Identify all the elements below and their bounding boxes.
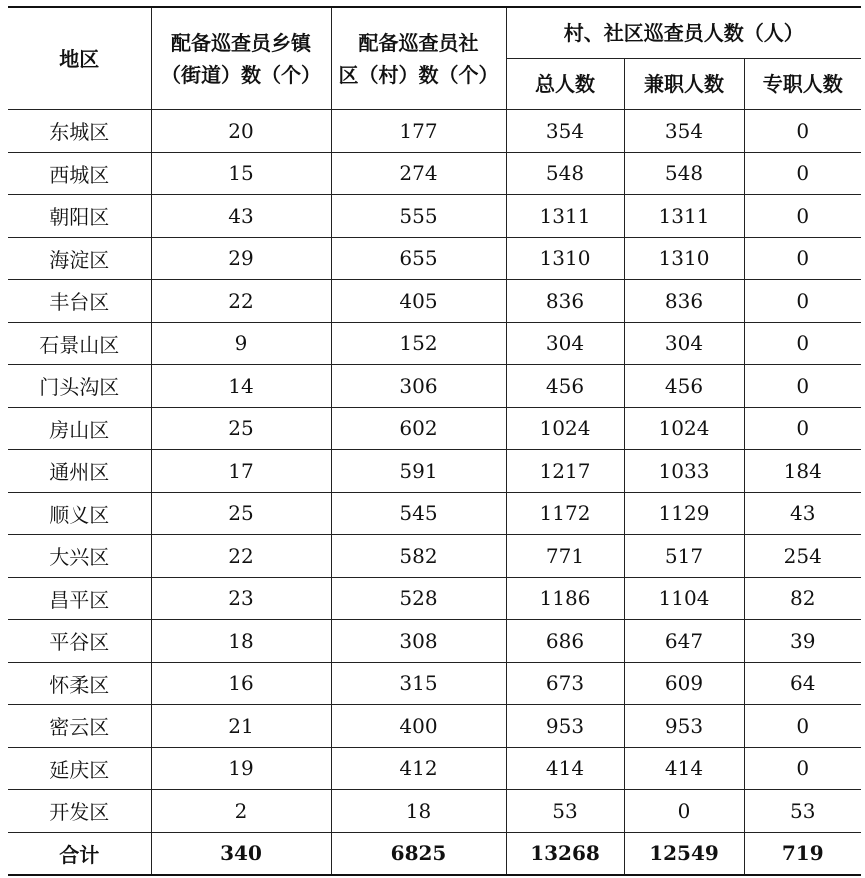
cell-total: 1311 (506, 195, 624, 238)
cell-fulltime: 43 (744, 492, 861, 535)
cell-communities: 315 (331, 662, 506, 705)
header-communities-line2: 区（村）数（个） (338, 62, 499, 87)
cell-total: 354 (506, 110, 624, 153)
total-cell-region: 合计 (8, 832, 151, 875)
cell-communities: 545 (331, 492, 506, 535)
cell-towns: 22 (151, 280, 331, 323)
cell-communities: 528 (331, 577, 506, 620)
cell-parttime: 1033 (624, 450, 744, 493)
cell-total: 1310 (506, 237, 624, 280)
cell-fulltime: 53 (744, 790, 861, 833)
header-fulltime (744, 59, 861, 110)
cell-towns: 15 (151, 152, 331, 195)
cell-parttime: 0 (624, 790, 744, 833)
cell-fulltime: 64 (744, 662, 861, 705)
header-fulltime-label: 专职人数 (762, 72, 843, 96)
cell-region: 朝阳区 (8, 195, 151, 238)
cell-parttime: 548 (624, 152, 744, 195)
table-row (8, 322, 861, 365)
cell-parttime: 456 (624, 365, 744, 408)
cell-region: 延庆区 (8, 747, 151, 790)
total-cell-parttime: 12549 (624, 832, 744, 875)
cell-towns: 25 (151, 492, 331, 535)
cell-total: 53 (506, 790, 624, 833)
cell-total: 456 (506, 365, 624, 408)
table-row (8, 747, 861, 790)
cell-parttime: 647 (624, 620, 744, 663)
table-row (8, 407, 861, 450)
table-header (8, 7, 861, 110)
cell-towns: 14 (151, 365, 331, 408)
cell-parttime: 609 (624, 662, 744, 705)
cell-communities: 655 (331, 237, 506, 280)
cell-region: 房山区 (8, 407, 151, 450)
header-group-label: 村、社区巡查员人数（人） (563, 21, 804, 45)
total-cell-communities: 6825 (331, 832, 506, 875)
cell-fulltime: 0 (744, 237, 861, 280)
header-towns-line2: （街道）数（个） (161, 62, 321, 87)
cell-parttime: 1104 (624, 577, 744, 620)
header-region-label: 地区 (59, 46, 100, 71)
cell-total: 953 (506, 705, 624, 748)
cell-parttime: 414 (624, 747, 744, 790)
cell-parttime: 1310 (624, 237, 744, 280)
cell-towns: 25 (151, 407, 331, 450)
table-row (8, 492, 861, 535)
cell-parttime: 836 (624, 280, 744, 323)
cell-fulltime: 0 (744, 322, 861, 365)
cell-total: 686 (506, 620, 624, 663)
cell-region: 通州区 (8, 450, 151, 493)
cell-region: 东城区 (8, 110, 151, 153)
cell-fulltime: 0 (744, 705, 861, 748)
header-parttime (624, 59, 744, 110)
cell-communities: 591 (331, 450, 506, 493)
cell-total: 304 (506, 322, 624, 365)
cell-total: 1024 (506, 407, 624, 450)
cell-total: 548 (506, 152, 624, 195)
cell-communities: 555 (331, 195, 506, 238)
cell-fulltime: 254 (744, 535, 861, 578)
table-row (8, 195, 861, 238)
cell-total: 836 (506, 280, 624, 323)
cell-communities: 582 (331, 535, 506, 578)
cell-total: 414 (506, 747, 624, 790)
cell-parttime: 1311 (624, 195, 744, 238)
header-total-label: 总人数 (535, 72, 595, 96)
header-region (8, 7, 151, 110)
table-body (8, 110, 861, 876)
table-row (8, 280, 861, 323)
cell-region: 顺义区 (8, 492, 151, 535)
cell-towns: 21 (151, 705, 331, 748)
total-cell-fulltime: 719 (744, 832, 861, 875)
cell-parttime: 953 (624, 705, 744, 748)
cell-communities: 400 (331, 705, 506, 748)
cell-communities: 274 (331, 152, 506, 195)
header-inspector-count-group (506, 7, 861, 59)
cell-towns: 23 (151, 577, 331, 620)
cell-towns: 18 (151, 620, 331, 663)
cell-towns: 9 (151, 322, 331, 365)
table-row (8, 577, 861, 620)
cell-region: 开发区 (8, 790, 151, 833)
cell-region: 怀柔区 (8, 662, 151, 705)
cell-towns: 29 (151, 237, 331, 280)
cell-region: 门头沟区 (8, 365, 151, 408)
cell-towns: 17 (151, 450, 331, 493)
cell-parttime: 1024 (624, 407, 744, 450)
cell-parttime: 1129 (624, 492, 744, 535)
cell-towns: 19 (151, 747, 331, 790)
cell-total: 1186 (506, 577, 624, 620)
cell-region: 石景山区 (8, 322, 151, 365)
table-row (8, 237, 861, 280)
cell-communities: 152 (331, 322, 506, 365)
cell-total: 1172 (506, 492, 624, 535)
cell-region: 平谷区 (8, 620, 151, 663)
cell-towns: 22 (151, 535, 331, 578)
cell-fulltime: 0 (744, 407, 861, 450)
cell-fulltime: 0 (744, 747, 861, 790)
cell-region: 丰台区 (8, 280, 151, 323)
header-communities (331, 7, 506, 110)
cell-parttime: 304 (624, 322, 744, 365)
cell-fulltime: 0 (744, 110, 861, 153)
cell-fulltime: 184 (744, 450, 861, 493)
cell-region: 大兴区 (8, 535, 151, 578)
cell-towns: 16 (151, 662, 331, 705)
table-row (8, 365, 861, 408)
table-row (8, 790, 861, 833)
cell-fulltime: 39 (744, 620, 861, 663)
cell-region: 昌平区 (8, 577, 151, 620)
header-communities-line1: 配备巡查员社 (358, 30, 479, 55)
cell-fulltime: 0 (744, 195, 861, 238)
total-cell-towns: 340 (151, 832, 331, 875)
cell-communities: 412 (331, 747, 506, 790)
cell-towns: 20 (151, 110, 331, 153)
cell-towns: 43 (151, 195, 331, 238)
table-total-row (8, 832, 861, 875)
header-towns-line1: 配备巡查员乡镇 (171, 30, 311, 55)
table-row (8, 535, 861, 578)
table-row (8, 662, 861, 705)
cell-parttime: 354 (624, 110, 744, 153)
cell-fulltime: 82 (744, 577, 861, 620)
table-row (8, 450, 861, 493)
cell-region: 西城区 (8, 152, 151, 195)
table-row (8, 110, 861, 153)
cell-communities: 405 (331, 280, 506, 323)
cell-communities: 306 (331, 365, 506, 408)
cell-communities: 308 (331, 620, 506, 663)
header-towns (151, 7, 331, 110)
cell-communities: 177 (331, 110, 506, 153)
cell-towns: 2 (151, 790, 331, 833)
header-total (506, 59, 624, 110)
cell-parttime: 517 (624, 535, 744, 578)
cell-total: 771 (506, 535, 624, 578)
cell-total: 673 (506, 662, 624, 705)
cell-fulltime: 0 (744, 152, 861, 195)
inspector-statistics-table (8, 6, 861, 876)
table-row (8, 620, 861, 663)
cell-fulltime: 0 (744, 280, 861, 323)
cell-communities: 18 (331, 790, 506, 833)
cell-region: 密云区 (8, 705, 151, 748)
cell-fulltime: 0 (744, 365, 861, 408)
cell-region: 海淀区 (8, 237, 151, 280)
cell-total: 1217 (506, 450, 624, 493)
header-parttime-label: 兼职人数 (644, 72, 724, 96)
table-row (8, 152, 861, 195)
table-row (8, 705, 861, 748)
cell-communities: 602 (331, 407, 506, 450)
total-cell-total: 13268 (506, 832, 624, 875)
